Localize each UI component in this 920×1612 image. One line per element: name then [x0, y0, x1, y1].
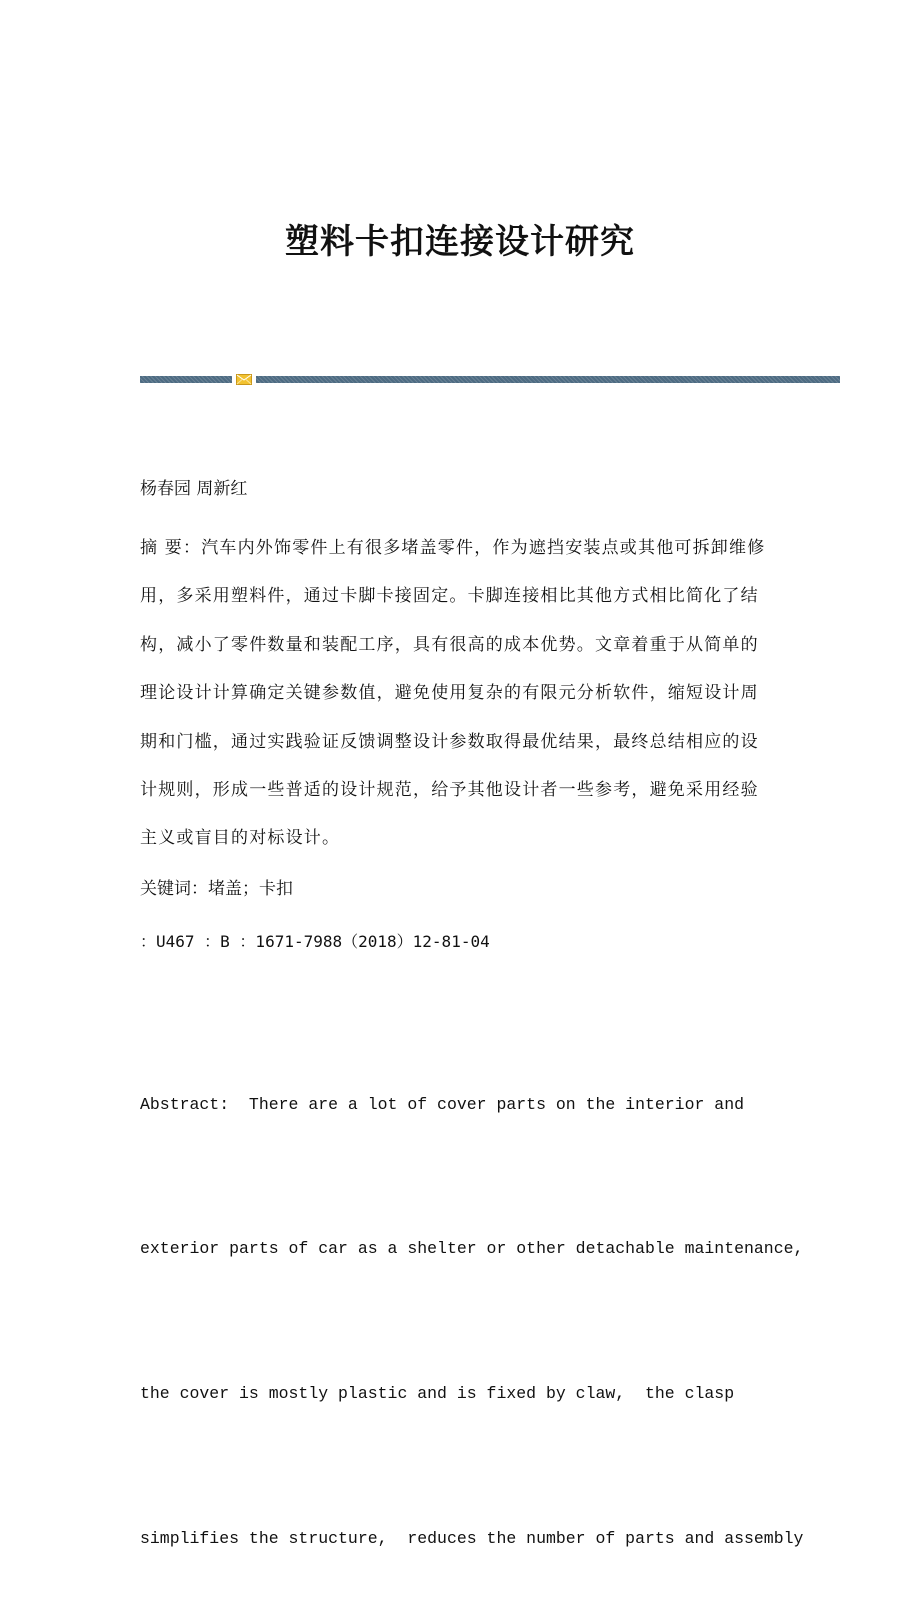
- authors: 杨春园 周新红: [140, 479, 248, 499]
- abstract-english: [140, 984, 804, 1612]
- envelope-ornament-icon: [236, 374, 252, 385]
- abstract-cn-line: 用，多采用塑料件，通过卡脚卡接固定。卡脚连接相比其他方式相比简化了结: [140, 586, 759, 607]
- abstract-chinese: [140, 524, 790, 863]
- title-divider: [140, 374, 840, 386]
- abstract-en-line: the cover is mostly plastic and is fixed by claw, the clasp: [140, 1384, 735, 1404]
- document-title: 塑料卡扣连接设计研究: [285, 222, 635, 262]
- divider-bar-right: [256, 376, 840, 383]
- abstract-en-line: simplifies the structure, reduces the number of parts and assembly: [140, 1529, 804, 1549]
- abstract-en-line: Abstract: There are a lot of cover parts on the interior and: [140, 1094, 744, 1114]
- abstract-cn-line: 构，减小了零件数量和装配工序，具有很高的成本优势。文章着重于从简单的: [140, 634, 759, 655]
- abstract-en-line: exterior parts of car as a shelter or other detachable maintenance,: [140, 1239, 804, 1259]
- divider-bar-left: [140, 376, 232, 383]
- abstract-cn-line: 理论设计计算确定关键参数值，避免使用复杂的有限元分析软件，缩短设计周: [140, 683, 759, 704]
- abstract-cn-line: 计规则，形成一些普适的设计规范，给予其他设计者一些参考，避免采用经验: [140, 780, 759, 801]
- abstract-cn-line: 主义或盲目的对标设计。: [140, 828, 341, 849]
- abstract-cn-line: 摘 要：汽车内外饰零件上有很多堵盖零件，作为遮挡安装点或其他可拆卸维修: [140, 538, 766, 558]
- keywords: 关键词：堵盖；卡扣: [140, 879, 293, 899]
- abstract-cn-line: 期和门槛，通过实践验证反馈调整设计参数取得最优结果，最终总结相应的设: [140, 731, 759, 752]
- classification-code: ：U467 ：B ：1671-7988（2018）12-81-04: [140, 932, 490, 951]
